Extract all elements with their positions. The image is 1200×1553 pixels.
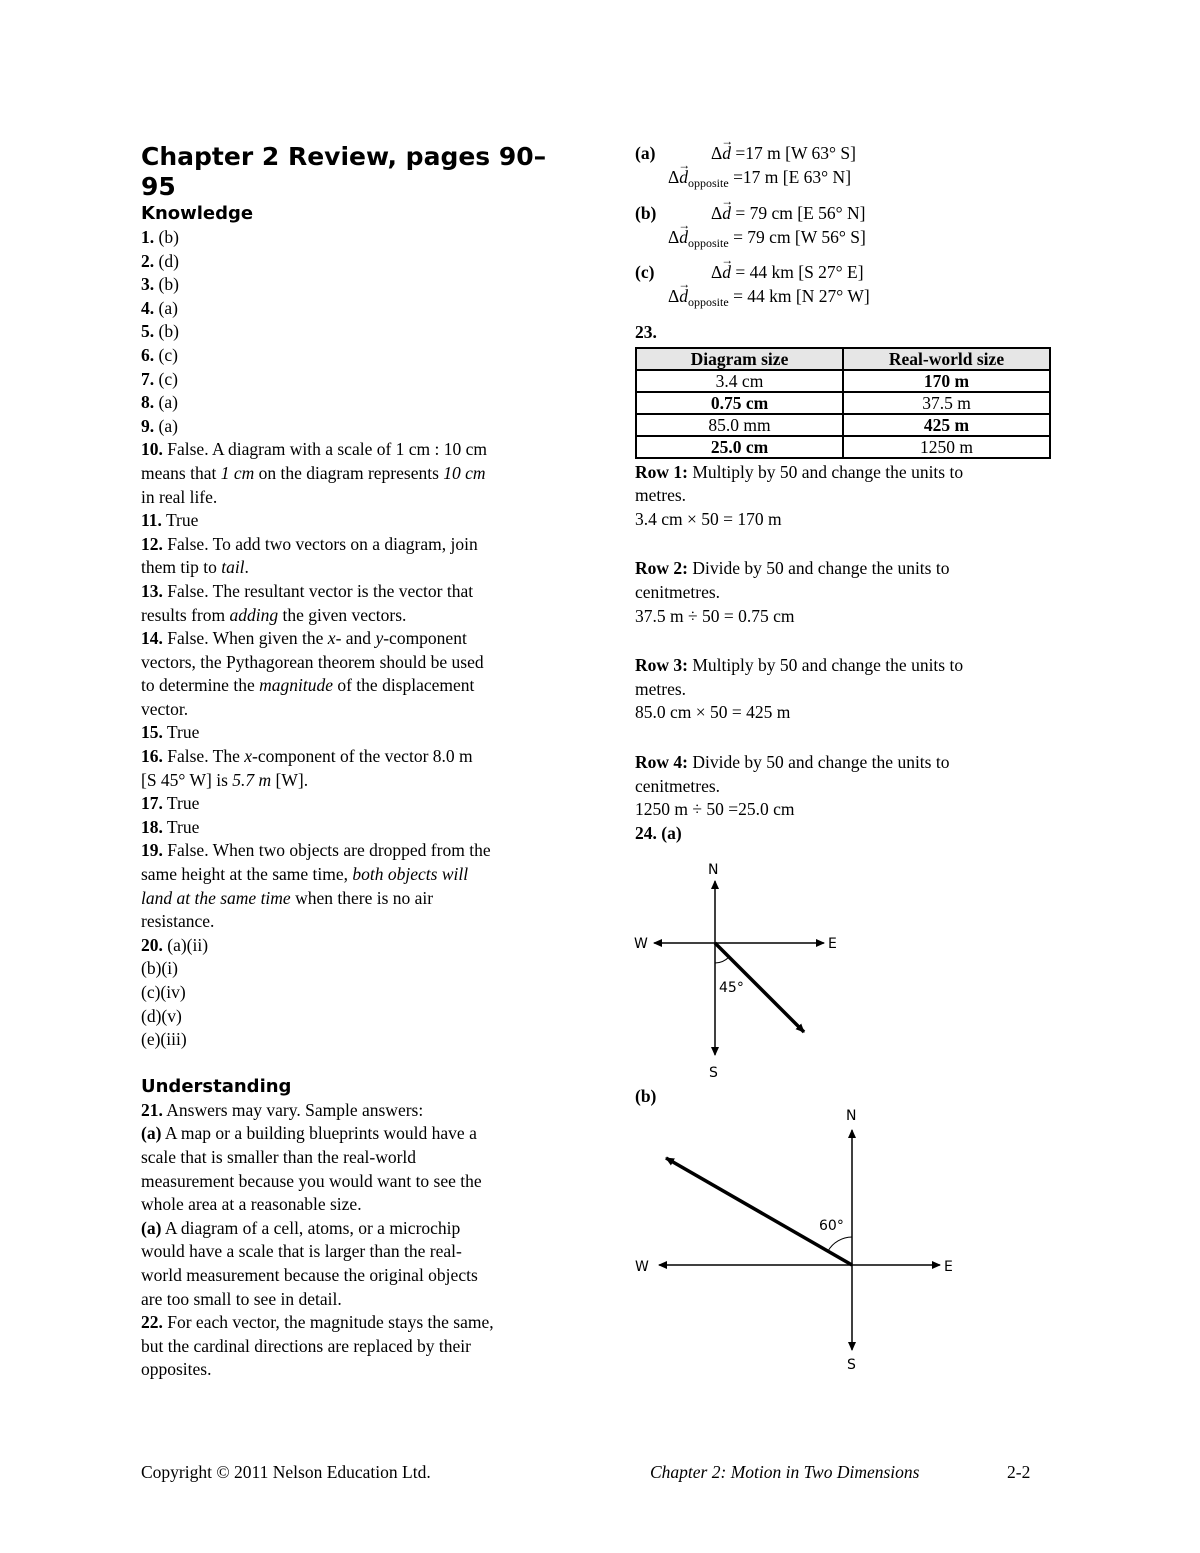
east-label: E xyxy=(944,1259,953,1275)
answer-8: 8. (a) xyxy=(141,392,178,413)
table-header-row xyxy=(636,348,1050,370)
answer-19: 19. False. When two objects are dropped from the same height at the same time, both objects will land at the same time when there is no air resistance. xyxy=(141,840,491,932)
vector-answer-a: (a) Δ→ d =17 m [W 63° S] $\Delta\to d_{opposite} =17$ m [E 63° N] xyxy=(635,142,1055,202)
understanding-heading: Understanding xyxy=(141,1075,292,1097)
answer-22: 22. For each vector, the magnitude stays the same, but the cardinal directions are replaced by their opposites. xyxy=(141,1312,494,1380)
north-label: N xyxy=(846,1108,857,1124)
west-label: W xyxy=(634,936,648,952)
table-header-real: Real-world size xyxy=(843,348,1050,370)
table-row xyxy=(636,392,1050,414)
row-4-explanation: Row 4: Divide by 50 and change the units to cenitmetres. 1250 m ÷ 50 =25.0 cm xyxy=(635,751,950,820)
table-cell: 85.0 mm xyxy=(636,414,843,436)
table-cell: 3.4 cm xyxy=(636,370,843,392)
row-2-explanation: Row 2: Divide by 50 and change the units to cenitmetres. 37.5 m ÷ 50 = 0.75 cm xyxy=(635,558,950,626)
answer-10: 10. False. A diagram with a scale of 1 cm : 10 cm means that 1 cm on the diagram represents 10 cm in real life. xyxy=(141,439,488,507)
vector-diagram-a xyxy=(628,860,848,1085)
east-label: E xyxy=(828,936,837,952)
answer-13: 13. False. The resultant vector is the vector that results from adding the given vectors. xyxy=(141,580,474,625)
scale-table xyxy=(635,347,1051,459)
table-cell: 170 m xyxy=(843,370,1050,392)
displacement-vector xyxy=(666,1158,852,1265)
answer-2: 2. (d) xyxy=(141,250,179,271)
answer-20: 20. (a)(ii) (b)(i) (c)(iv) (d)(v) (e)(iii) xyxy=(141,934,209,1050)
answer-15: 15. True xyxy=(141,722,200,743)
question-24b-label: (b) xyxy=(635,1086,657,1106)
angle-label: 45° xyxy=(719,980,744,996)
angle-arc xyxy=(828,1237,852,1251)
row-3-explanation: Row 3: Multiply by 50 and change the units to metres. 85.0 cm × 50 = 425 m xyxy=(635,655,964,723)
table-row xyxy=(636,370,1050,392)
south-label: S xyxy=(709,1065,718,1081)
table-cell: 25.0 cm xyxy=(636,436,843,458)
knowledge-heading: Knowledge xyxy=(141,203,254,224)
answer-6: 6. (c) xyxy=(141,344,178,365)
answer-1: 1. (b) xyxy=(141,227,179,247)
north-label: N xyxy=(708,862,719,878)
footer-page-number: 2-2 xyxy=(1007,1462,1031,1482)
answer-9: 9. (a) xyxy=(141,415,178,436)
table-cell: 1250 m xyxy=(843,436,1050,458)
answer-18: 18. True xyxy=(141,816,200,837)
vector-answer-c: (c) Δ→ d = 44 km [S 27° E] $\Delta\to d_{opposite} = 44$ km [N 27° W] xyxy=(635,261,1055,321)
angle-label: 60° xyxy=(819,1218,844,1234)
footer-chapter: Chapter 2: Motion in Two Dimensions xyxy=(650,1462,920,1482)
table-row xyxy=(636,436,1050,458)
question-23-number: 23. xyxy=(635,322,657,342)
row-1-explanation: Row 1: Multiply by 50 and change the units to metres. 3.4 cm × 50 = 170 m xyxy=(635,461,964,529)
table-header-diagram: Diagram size xyxy=(636,348,843,370)
south-label: S xyxy=(847,1357,856,1373)
answer-14: 14. False. When given the x- and y-component vectors, the Pythagorean theorem should be used to determine the magnitude of the displacement vector. xyxy=(141,628,484,719)
answer-5: 5. (b) xyxy=(141,321,179,342)
answer-11: 11. True xyxy=(141,510,199,531)
answer-21: 21. Answers may vary. Sample answers: (a) A map or a building blueprints would have a scale that is smaller than the real-world measurement because you would want to see the whole area at a reasonable size. (a) A diagram of a cell, atoms, or a microchip would have a scale that is larger than the real- world measurement because the original objects are too small to see in detail. xyxy=(141,1099,482,1309)
table-cell: 425 m xyxy=(843,414,1050,436)
page-title: Chapter 2 Review, pages 90–95 xyxy=(141,142,547,201)
question-24-number: 24. (a) xyxy=(635,822,682,843)
vector-answer-b: (b) Δ→ d = 79 cm [E 56° N] $\Delta\to d_{opposite} = 79$ cm [W 56° S] xyxy=(635,202,1055,261)
west-label: W xyxy=(635,1259,649,1275)
footer-copyright: Copyright © 2011 Nelson Education Ltd. xyxy=(141,1462,431,1482)
angle-arc xyxy=(715,957,729,963)
answer-4: 4. (a) xyxy=(141,297,178,318)
table-cell: 37.5 m xyxy=(843,392,1050,414)
answer-16: 16. False. The x-component of the vector 8.0 m [S 45° W] is 5.7 m [W]. xyxy=(141,746,473,790)
answer-17: 17. True xyxy=(141,793,200,814)
answer-7: 7. (c) xyxy=(141,368,178,389)
right-column xyxy=(635,142,1055,845)
table-row xyxy=(636,414,1050,436)
left-column xyxy=(141,142,571,1382)
vector-diagram-b xyxy=(628,1104,958,1374)
table-cell: 0.75 cm xyxy=(636,392,843,414)
answer-3: 3. (b) xyxy=(141,274,179,295)
answer-12: 12. False. To add two vectors on a diagram, join them tip to tail. xyxy=(141,533,478,578)
